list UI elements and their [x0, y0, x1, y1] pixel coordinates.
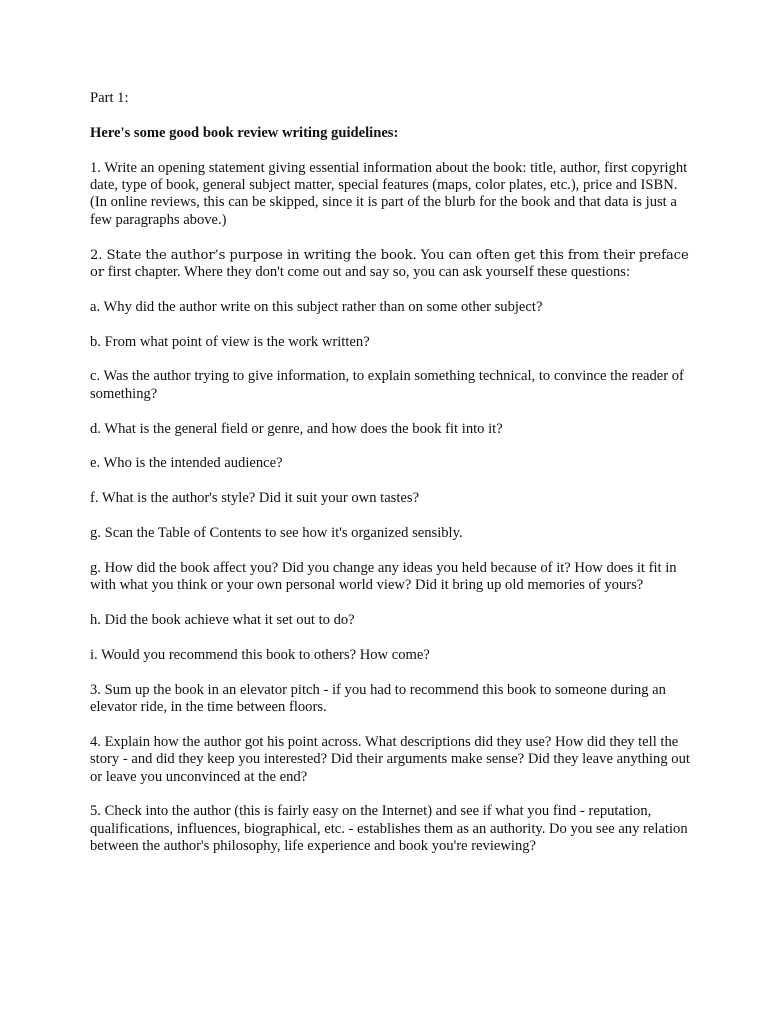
question-f: f. What is the author's style? Did it suit your own tastes?	[90, 490, 420, 507]
guidelines-heading: Here's some good book review writing guidelines:	[90, 124, 399, 141]
question-g-affect: g. How did the book affect you? Did you change any ideas you held because of it? How does it fit in with what you think or your own personal world view? Did it bring up old memories of yours?	[90, 559, 677, 594]
question-a: a. Why did the author write on this subject rather than on some other subject?	[90, 298, 543, 315]
guideline-4: 4. Explain how the author got his point across. What descriptions did they use? How did they tell the story - and did they keep you interested? Did their arguments make sense? Did they leave anything out or leave you unconvinced at the end?	[90, 733, 690, 785]
guideline-2	[90, 247, 690, 282]
question-g-contents: g. Scan the Table of Contents to see how it's organized sensibly.	[90, 525, 463, 541]
question-h: h. Did the book achieve what it set out to do?	[90, 612, 355, 628]
question-i: i. Would you recommend this book to others? How come?	[90, 646, 430, 663]
question-b: b. From what point of view is the work written?	[90, 333, 370, 350]
question-e: e. Who is the intended audience?	[90, 455, 283, 472]
guideline-2-lead: 2. State the author’s purpose in writing the book. You can often get this from their preface or	[90, 247, 689, 281]
guideline-5: 5. Check into the author (this is fairly easy on the Internet) and see if what you find - reputation, qualifications, influences, biographical, etc. - establishes them as an authority. Do you see any relation between the author's philosophy, life experience and book you're reviewing?	[90, 803, 688, 855]
question-d: d. What is the general field or genre, and how does the book fit into it?	[90, 420, 503, 437]
part-label: Part 1:	[90, 90, 129, 106]
question-c: c. Was the author trying to give information, to explain something technical, to convince the reader of something?	[90, 368, 684, 402]
guideline-2-rest: first chapter. Where they don't come out and say so, you can ask yourself these questions:	[104, 264, 631, 281]
guideline-1: 1. Write an opening statement giving essential information about the book: title, author, first copyright date, type of book, general subject matter, special features (maps, color plates, etc.), price and ISBN. (In online reviews, this can be skipped, since it is part of the blurb for the book and that data is just a few paragraphs above.)	[90, 159, 688, 228]
document-page	[90, 90, 690, 873]
guideline-3: 3. Sum up the book in an elevator pitch - if you had to recommend this book to someone during an elevator ride, in the time between floors.	[90, 681, 666, 715]
